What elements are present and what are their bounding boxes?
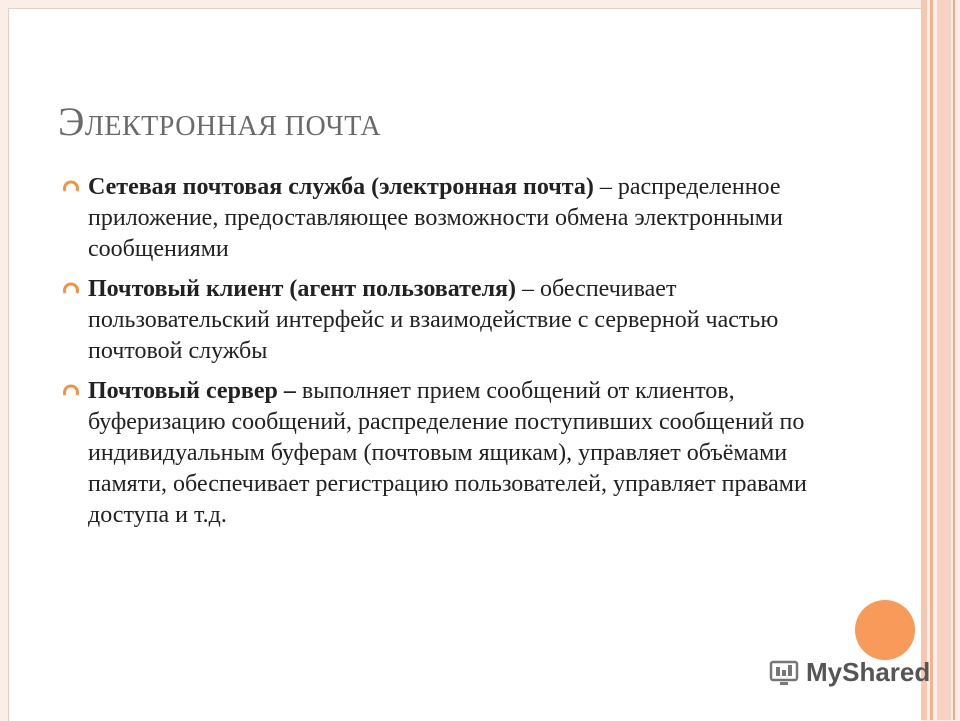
bullet-dash: – <box>516 276 541 302</box>
bullet-icon <box>62 382 80 400</box>
title-initial: Э <box>58 99 85 144</box>
bullet-text: выполняет прием сообщений от клиентов, буферизацию сообщений, распределение поступивших сообщений по индивидуальным буферам (почтовым ящикам), управляет объёмами памяти, обеспечивает регистрацию пользователей, управляет правами доступа и т.д. <box>88 378 807 528</box>
myshared-logo-icon <box>768 656 800 688</box>
watermark <box>768 656 930 688</box>
decor-stripe <box>937 0 951 720</box>
list-item <box>62 376 822 531</box>
title-rest: ЛЕКТРОННАЯ ПОЧТА <box>84 111 382 142</box>
watermark-text: MyShared <box>806 656 931 687</box>
bullet-term: Сетевая почтовая служба (электронная почта) <box>88 174 594 200</box>
bullet-icon <box>62 280 80 298</box>
bullet-text: обеспечивает пользовательский интерфейс и взаимодействие с серверной частью почтовой службы <box>88 276 779 364</box>
bullet-term: Почтовый клиент (агент пользователя) <box>88 276 517 302</box>
list-item <box>62 172 822 265</box>
page-title <box>58 98 381 145</box>
bullet-icon <box>62 178 80 196</box>
bullet-dash: – <box>593 174 618 200</box>
decor-stripe <box>921 0 927 720</box>
bullet-list <box>62 172 822 540</box>
bullet-term: Почтовый сервер – <box>88 378 296 404</box>
decor-circle <box>855 600 915 660</box>
decor-stripe <box>953 0 955 720</box>
decor-stripe <box>930 0 933 720</box>
list-item <box>62 274 822 367</box>
bullet-text: распределенное приложение, предоставляющее возможности обмена электронными сообщениями <box>88 174 783 262</box>
